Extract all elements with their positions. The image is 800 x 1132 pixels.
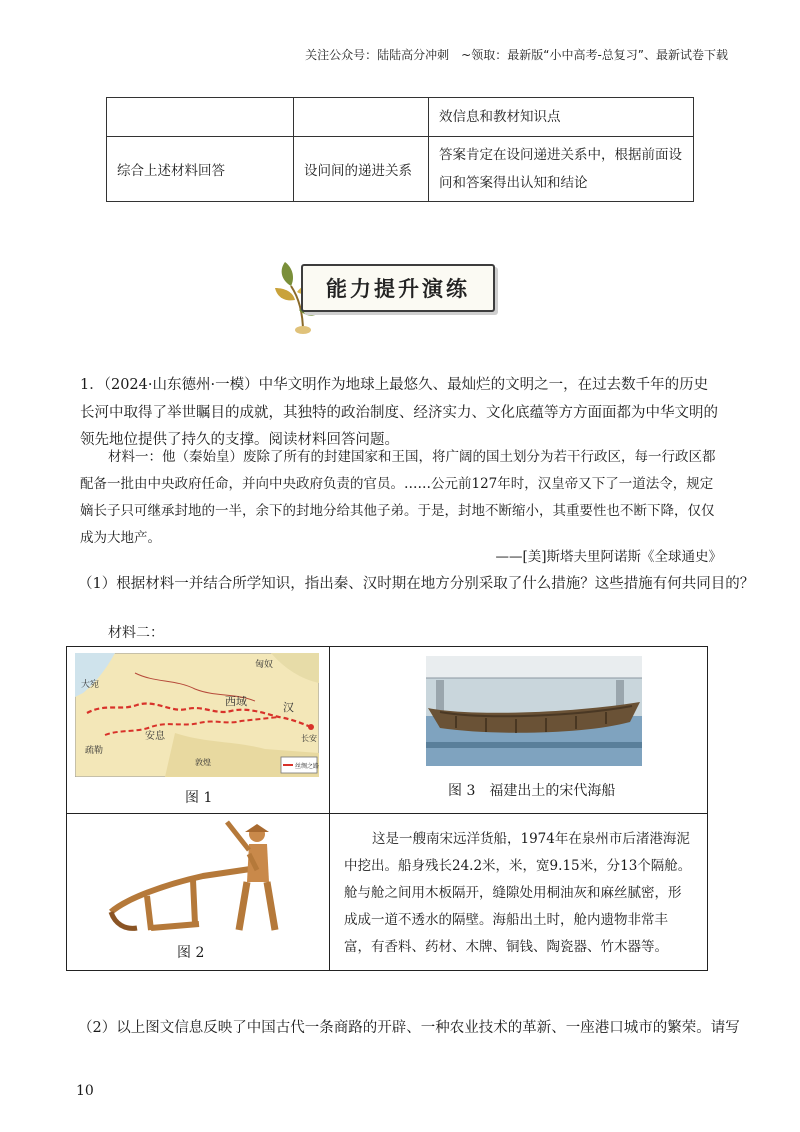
table-cell: 效信息和教材知识点: [429, 98, 694, 137]
map-label-han: 汉: [283, 701, 294, 714]
ship-description-cell: [330, 814, 708, 971]
table-cell: 设问间的递进关系: [294, 137, 429, 202]
plow-illustration: [107, 820, 297, 940]
map-label-shule: 疏勒: [85, 746, 104, 756]
map-label-dayuan: 大宛: [81, 680, 100, 690]
figure-1-caption: 图 1: [185, 790, 213, 806]
map-label-changan: 长安: [301, 734, 317, 743]
map-label-dunhuang: 敦煌: [195, 758, 211, 767]
sub-question-2: （2）以上图文信息反映了中国古代一条商路的开辟、一种农业技术的革新、一座港口城市的繁荣。请写: [78, 1020, 740, 1036]
figure-2-caption: 图 2: [177, 945, 205, 961]
table-cell: 综合上述材料回答: [107, 137, 294, 202]
page-number: 10: [76, 1083, 94, 1099]
section-banner: [273, 258, 495, 334]
table-row: [107, 98, 694, 137]
material-source: ——[美]斯塔夫里阿诺斯《全球通史》: [495, 549, 722, 565]
sub-question-1: （1）根据材料一并结合所学知识，指出秦、汉时期在地方分别采取了什么措施？这些措施有何共同目的？: [78, 576, 755, 592]
map-label-anxi: 安息: [145, 731, 165, 742]
ship-description: 这是一艘南宋远洋货船，1974年在泉州市后渚港海泥中挖出。船身残长24.2米，米，宽9.15米，分13个隔舱。舱与舱之间用木板隔开，缝隙处用桐油灰和麻丝腻密，形成成一道不透水的隔壁。海船出土时，舱内遗物非常丰富，有香料、药材、木牌、铜钱、陶瓷器、竹木器等。: [344, 831, 692, 955]
answer-method-table: [106, 97, 694, 202]
material-two-label: 材料二：: [108, 625, 164, 641]
table-row: [107, 137, 694, 202]
figure-3-caption: 图 3 福建出土的宋代海船: [448, 783, 616, 799]
question-stem: 1．（2024·山东德州·一模）中华文明作为地球上最悠久、最灿烂的文明之一，在过去数千年的历史长河中取得了举世瞩目的成就，其独特的政治制度、经济实力、文化底蕴等方方面面都为中华文明的领先地位提供了持久的支撑。阅读材料回答问题。: [80, 377, 718, 448]
table-cell: [107, 98, 294, 137]
figure-grid: [66, 646, 708, 971]
banner-title: 能力提升演练: [301, 264, 495, 312]
silk-road-map: [75, 653, 319, 777]
map-label-xiongnu: 匈奴: [255, 660, 274, 670]
song-ship-photo: [426, 656, 642, 766]
material-one: 材料一：他（秦始皇）废除了所有的封建国家和王国，将广阔的国土划分为若干行政区，每一行政区都配备一批由中央政府任命，并向中央政府负责的官员。……公元前127年时，汉皇帝又下了一道法令，规定嫡长子只可继承封地的一半，余下的封地分给其他子弟。于是，封地不断缩小，其重要性也不断下降，仅仅成为大地产。: [80, 449, 716, 546]
figure-1-cell: [67, 647, 330, 814]
figure-2-cell: [67, 814, 330, 971]
figure-3-cell: [330, 647, 708, 814]
header-note: 关注公众号：陆陆高分冲刺 ~领取：最新版“小中高考-总复习”、最新试卷下载: [305, 48, 728, 62]
table-cell: 答案肯定在设问递进关系中，根据前面设问和答案得出认知和结论: [429, 137, 694, 202]
map-legend-label: 丝绸之路: [295, 763, 319, 770]
table-cell: [294, 98, 429, 137]
map-label-xiyu: 西域: [225, 695, 247, 708]
